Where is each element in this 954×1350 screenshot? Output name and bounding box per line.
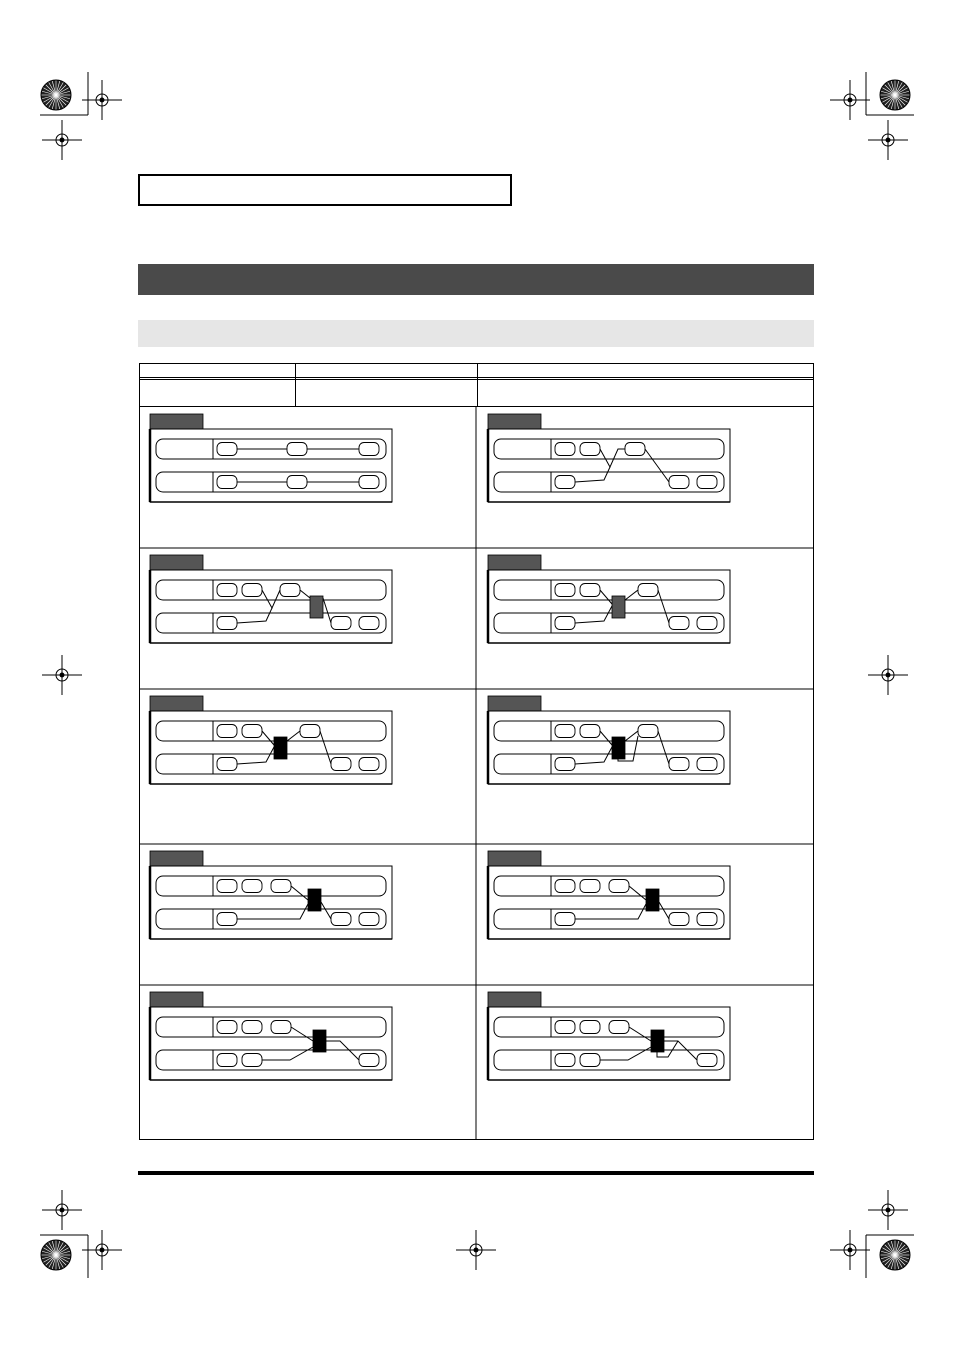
module-pill bbox=[331, 758, 351, 771]
module-pill bbox=[242, 880, 262, 893]
module-pill bbox=[609, 1021, 629, 1034]
upper-chain-bar bbox=[494, 580, 724, 600]
module-pill bbox=[669, 913, 689, 926]
diagram-tab bbox=[488, 992, 541, 1007]
module-pill bbox=[580, 725, 600, 738]
module-pill bbox=[217, 725, 237, 738]
module-pill bbox=[580, 880, 600, 893]
module-pill bbox=[287, 476, 307, 489]
effect-block-black bbox=[308, 889, 321, 911]
upper-chain-bar bbox=[156, 721, 386, 741]
module-pill bbox=[242, 725, 262, 738]
routing-diagram bbox=[488, 851, 730, 939]
module-pill bbox=[580, 1054, 600, 1067]
diagram-tab bbox=[150, 555, 203, 570]
module-pill bbox=[217, 1021, 237, 1034]
module-pill bbox=[331, 913, 351, 926]
routing-diagram bbox=[488, 555, 730, 643]
diagram-tab bbox=[488, 414, 541, 429]
footer-rule bbox=[138, 1171, 814, 1175]
module-pill bbox=[217, 913, 237, 926]
module-pill bbox=[669, 617, 689, 630]
routing-diagram bbox=[150, 851, 392, 939]
module-pill bbox=[217, 443, 237, 456]
module-pill bbox=[580, 443, 600, 456]
module-pill bbox=[242, 1021, 262, 1034]
diagram-tab bbox=[488, 696, 541, 711]
module-pill bbox=[555, 725, 575, 738]
upper-chain-bar bbox=[494, 439, 724, 459]
lower-chain-bar bbox=[156, 613, 386, 633]
module-pill bbox=[217, 476, 237, 489]
module-pill bbox=[638, 584, 658, 597]
effect-block-gray bbox=[612, 596, 625, 618]
diagram-tab bbox=[150, 992, 203, 1007]
module-pill bbox=[580, 584, 600, 597]
module-pill bbox=[271, 880, 291, 893]
module-pill bbox=[580, 1021, 600, 1034]
routing-diagram bbox=[150, 696, 392, 784]
upper-chain-bar bbox=[494, 721, 724, 741]
module-pill bbox=[555, 443, 575, 456]
module-pill bbox=[555, 476, 575, 489]
diagram-tab bbox=[150, 696, 203, 711]
module-pill bbox=[555, 617, 575, 630]
upper-chain-bar bbox=[156, 580, 386, 600]
module-pill bbox=[669, 476, 689, 489]
module-pill bbox=[300, 725, 320, 738]
routing-diagram bbox=[488, 992, 730, 1080]
lower-chain-bar bbox=[156, 754, 386, 774]
routing-diagram bbox=[488, 414, 730, 502]
diagram-tab bbox=[150, 414, 203, 429]
effect-block-black bbox=[274, 737, 287, 759]
module-pill bbox=[609, 880, 629, 893]
module-pill bbox=[217, 758, 237, 771]
module-pill bbox=[555, 1054, 575, 1067]
routing-diagram bbox=[150, 555, 392, 643]
module-pill bbox=[271, 1021, 291, 1034]
module-pill bbox=[638, 725, 658, 738]
module-pill bbox=[555, 913, 575, 926]
module-pill bbox=[697, 617, 717, 630]
effect-block-gray bbox=[310, 596, 323, 618]
module-pill bbox=[555, 584, 575, 597]
module-pill bbox=[697, 758, 717, 771]
module-pill bbox=[242, 584, 262, 597]
effect-block-black bbox=[651, 1030, 664, 1052]
module-pill bbox=[555, 758, 575, 771]
module-pill bbox=[697, 913, 717, 926]
module-pill bbox=[217, 1054, 237, 1067]
module-pill bbox=[217, 617, 237, 630]
module-pill bbox=[625, 443, 645, 456]
routing-diagram bbox=[150, 992, 392, 1080]
module-pill bbox=[359, 617, 379, 630]
routing-diagram bbox=[488, 696, 730, 784]
module-pill bbox=[217, 880, 237, 893]
module-pill bbox=[359, 1054, 379, 1067]
module-pill bbox=[331, 617, 351, 630]
module-pill bbox=[280, 584, 300, 597]
module-pill bbox=[287, 443, 307, 456]
module-pill bbox=[242, 1054, 262, 1067]
diagram-tab bbox=[150, 851, 203, 866]
module-pill bbox=[359, 913, 379, 926]
module-pill bbox=[555, 880, 575, 893]
effect-block-black bbox=[646, 889, 659, 911]
module-pill bbox=[697, 1054, 717, 1067]
effect-block-black bbox=[612, 737, 625, 759]
module-pill bbox=[217, 584, 237, 597]
effect-block-black bbox=[313, 1030, 326, 1052]
module-pill bbox=[359, 476, 379, 489]
lower-chain-bar bbox=[494, 754, 724, 774]
lower-chain-bar bbox=[494, 472, 724, 492]
module-pill bbox=[359, 443, 379, 456]
diagram-tab bbox=[488, 555, 541, 570]
module-pill bbox=[697, 476, 717, 489]
diagram-tab bbox=[488, 851, 541, 866]
lower-chain-bar bbox=[494, 613, 724, 633]
module-pill bbox=[669, 758, 689, 771]
module-pill bbox=[359, 758, 379, 771]
routing-diagram bbox=[150, 414, 392, 502]
module-pill bbox=[555, 1021, 575, 1034]
